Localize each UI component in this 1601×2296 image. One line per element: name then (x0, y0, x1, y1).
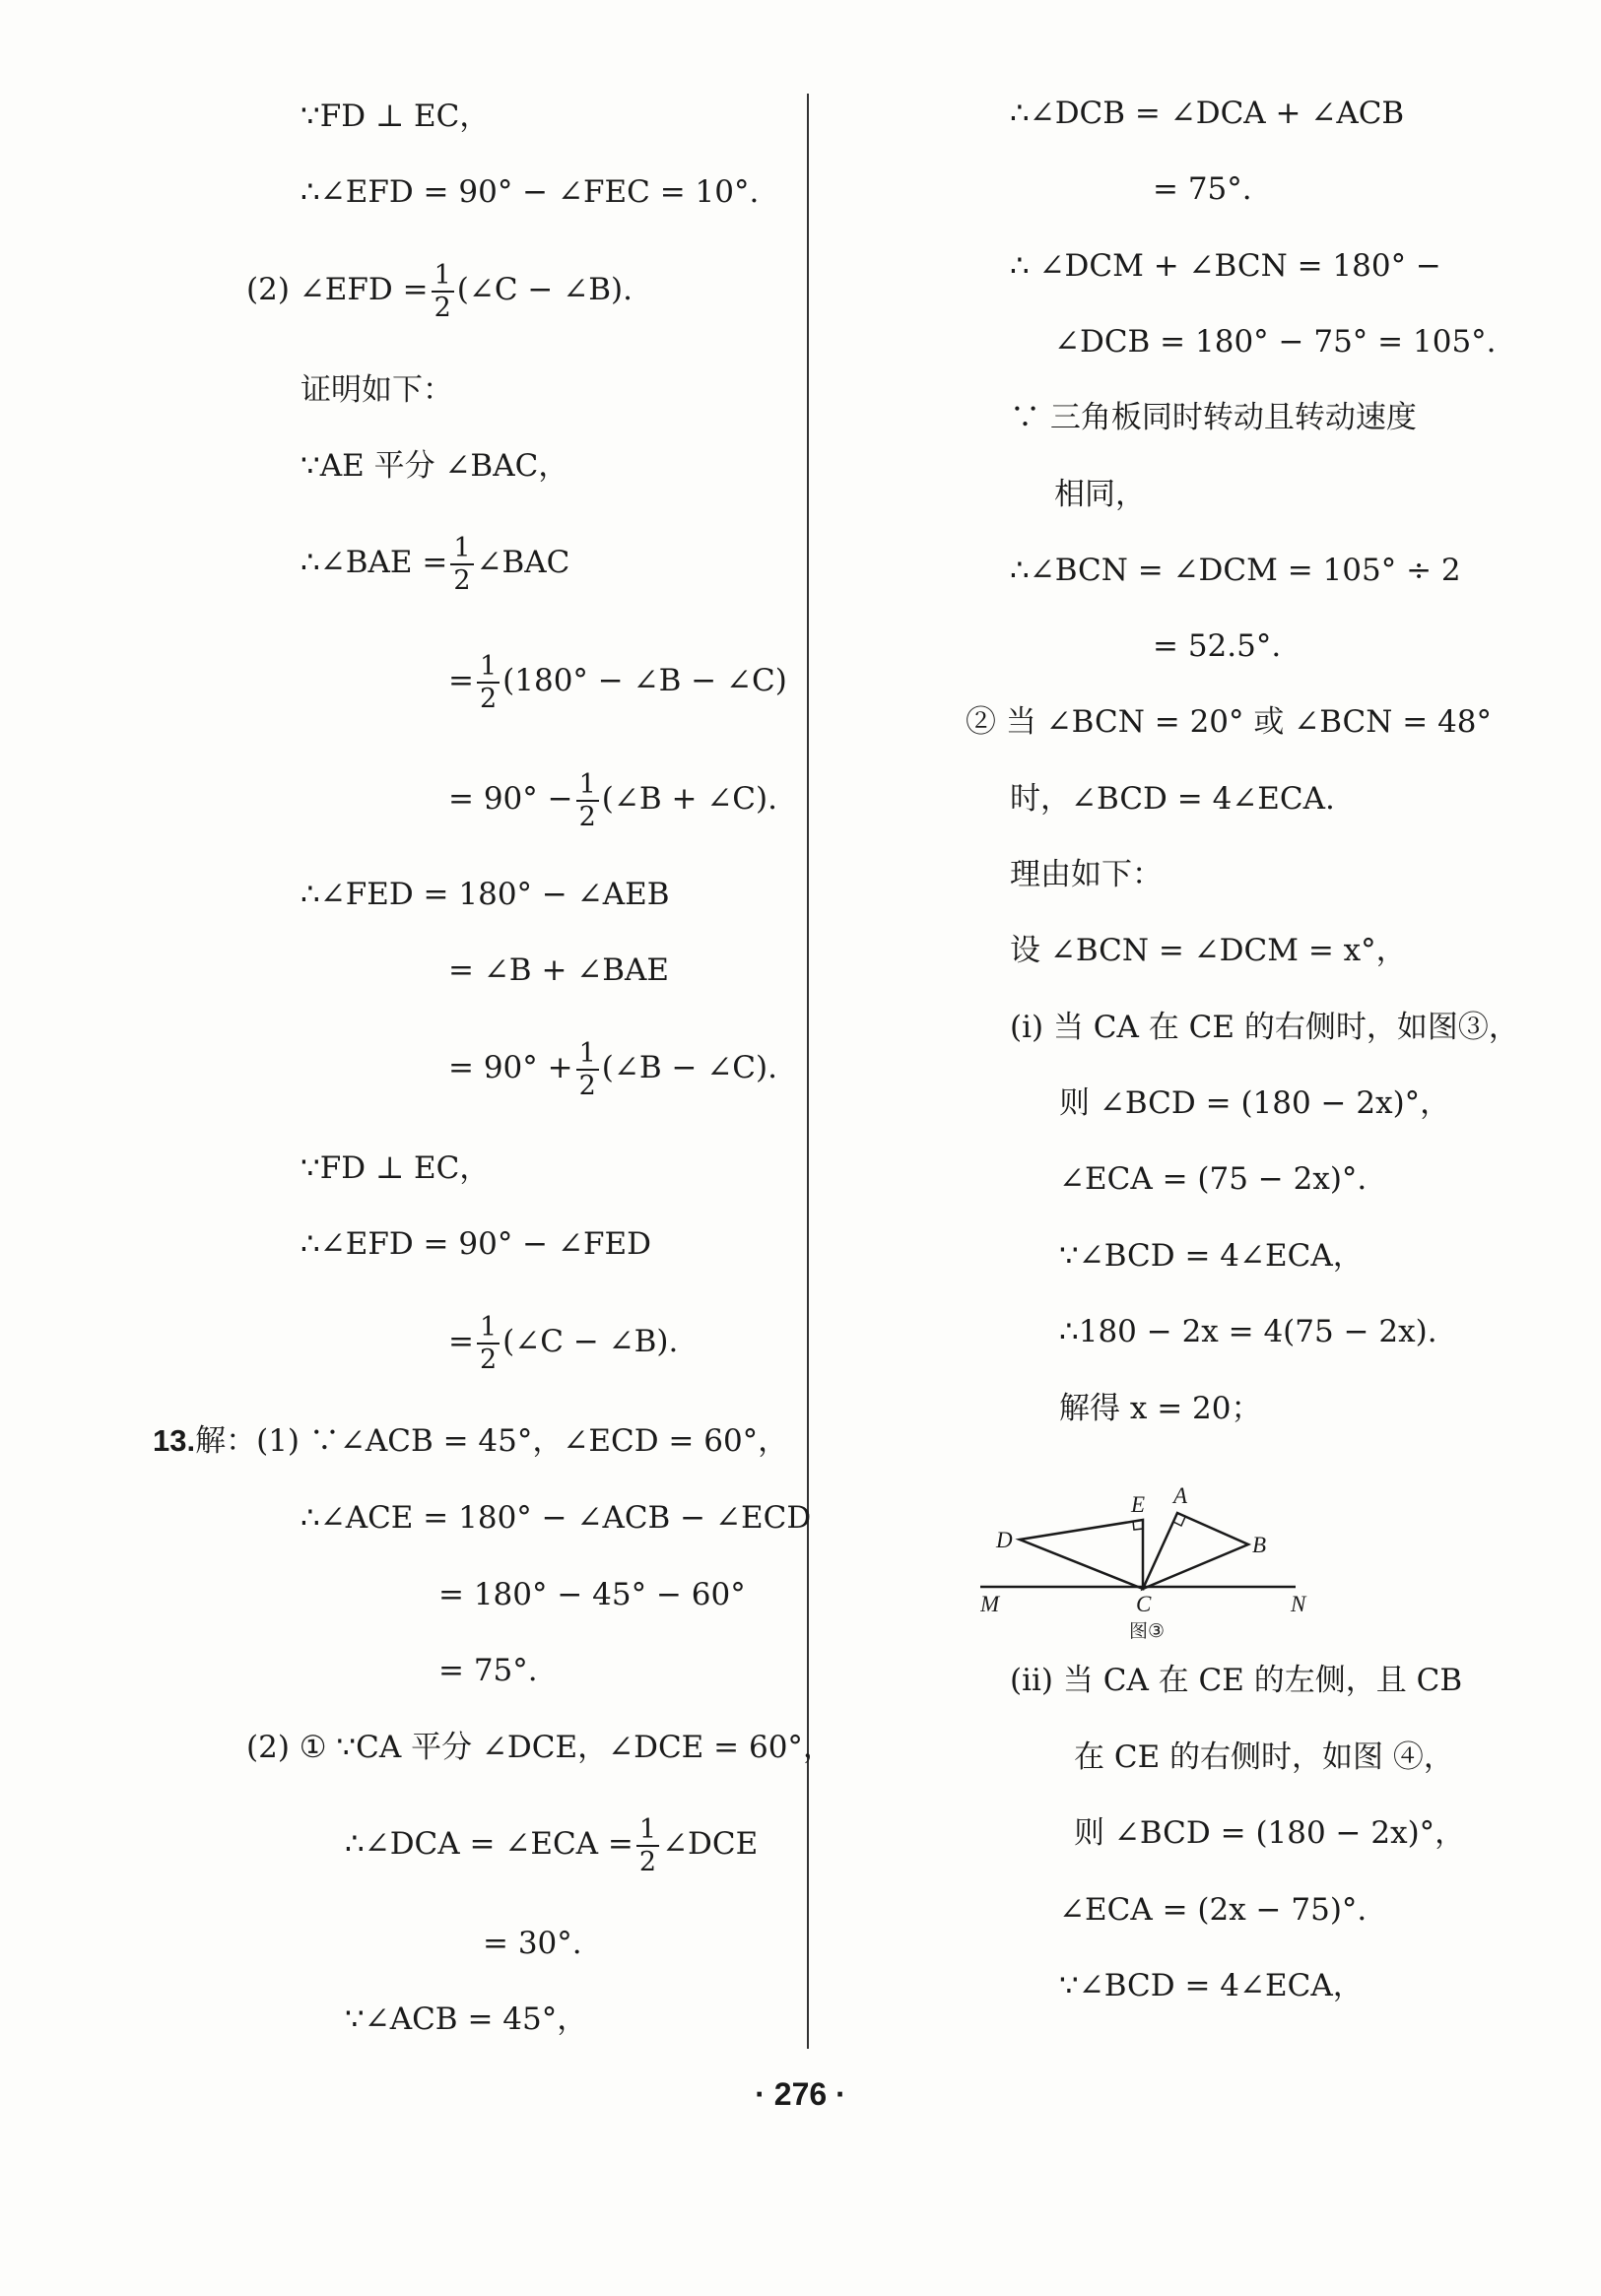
text-segment: (2) ∠EFD = (246, 272, 429, 307)
text-segment: 解：(1) ∵∠ACB = 45°，∠ECD = 60°， (195, 1423, 789, 1459)
right-column (818, 0, 1601, 2068)
fraction-numerator: 1 (432, 260, 454, 293)
text-line: ∵FD ⊥ EC， (300, 1150, 491, 1186)
label-M: M (980, 1592, 1000, 1616)
fraction-numerator: 1 (477, 651, 500, 684)
text-line: ∵ 三角板同时转动且转动速度 (1010, 400, 1417, 435)
fraction-denominator: 2 (638, 1846, 657, 1877)
text-segment: (∠C − ∠B). (502, 1324, 679, 1359)
text-line: 则 ∠BCD = (180 − 2x)°， (1074, 1815, 1466, 1851)
text-segment: ∴∠DCA = ∠ECA = (345, 1826, 634, 1862)
fraction-numerator: 1 (636, 1814, 659, 1847)
label-D: D (996, 1528, 1013, 1552)
text-line: ∴∠ACE = 180° − ∠ACB − ∠ECD (300, 1500, 812, 1536)
text-segment: (∠B + ∠C). (601, 781, 777, 817)
label-B: B (1252, 1533, 1267, 1557)
text-line: (ii) 当 CA 在 CE 的左侧，且 CB (1010, 1663, 1463, 1698)
text-line: = 30°. (483, 1926, 582, 1961)
text-line: ∴∠FED = 180° − ∠AEB (300, 877, 670, 912)
text-line: ② 当 ∠BCN = 20° 或 ∠BCN = 48° (966, 704, 1493, 740)
text-line: ∠ECA = (75 − 2x)°. (1059, 1161, 1368, 1197)
fraction-numerator: 1 (576, 769, 599, 802)
formula-line (448, 1027, 777, 1108)
text-line: ∵∠BCD = 4∠ECA， (1059, 1238, 1364, 1274)
text-segment: = 90° + (448, 1050, 573, 1085)
fraction-numerator: 1 (576, 1038, 599, 1071)
fraction (576, 1038, 599, 1101)
fraction-denominator: 2 (453, 564, 471, 596)
text-line: ∴180 − 2x = 4(75 − 2x). (1059, 1314, 1437, 1349)
text-line: = 75°. (438, 1653, 538, 1688)
text-segment: (∠C − ∠B). (456, 272, 633, 307)
fraction (636, 1814, 659, 1877)
fraction-denominator: 2 (578, 1070, 596, 1101)
left-column (0, 0, 834, 2068)
text-line: ∵∠BCD = 4∠ECA， (1059, 1968, 1364, 2003)
formula-line (448, 640, 787, 721)
text-line: ∵FD ⊥ EC， (300, 98, 491, 134)
triangle-DEC (1020, 1520, 1143, 1589)
formula-line (300, 522, 569, 603)
text-line: = ∠B + ∠BAE (448, 952, 670, 988)
fraction (477, 651, 500, 714)
text-line: = 75°. (1153, 171, 1252, 207)
text-segment: ∴∠BAE = (300, 545, 448, 580)
text-line: (2) ① ∵CA 平分 ∠DCE，∠DCE = 60°， (246, 1730, 834, 1765)
fraction-denominator: 2 (434, 292, 451, 323)
fraction (477, 1312, 500, 1375)
label-N: N (1291, 1592, 1306, 1616)
text-line: ∵∠ACB = 45°， (345, 2001, 588, 2037)
text-line: 相同， (1054, 477, 1146, 512)
text-line: ∴ ∠DCM + ∠BCN = 180° − (1010, 248, 1441, 284)
text-line: 理由如下： (1010, 857, 1163, 892)
text-line: ∴∠DCB = ∠DCA + ∠ACB (1010, 96, 1405, 131)
fraction (432, 260, 454, 323)
text-line: ∠DCB = 180° − 75° = 105°. (1054, 324, 1497, 360)
fraction (576, 769, 599, 832)
formula-line (246, 249, 633, 330)
fraction-numerator: 1 (450, 533, 473, 565)
formula-line (448, 1301, 678, 1382)
text-line: ∴∠BCN = ∠DCM = 105° ÷ 2 (1010, 553, 1461, 588)
text-line: ∴∠EFD = 90° − ∠FED (300, 1226, 651, 1262)
text-segment: (∠B − ∠C). (601, 1050, 777, 1085)
text-segment: = 90° − (448, 781, 573, 817)
text-segment: ∠BAC (476, 545, 570, 580)
text-segment: (180° − ∠B − ∠C) (502, 663, 787, 698)
formula-line (448, 758, 777, 839)
text-line: 时，∠BCD = 4∠ECA. (1010, 781, 1335, 817)
text-line: ∴∠EFD = 90° − ∠FEC = 10°. (300, 174, 760, 210)
text-segment: = (448, 1324, 474, 1359)
text-line: ∠ECA = (2x − 75)°. (1059, 1892, 1368, 1928)
text-line: 在 CE 的右侧时，如图 ④， (1074, 1739, 1454, 1775)
text-line: = 180° − 45° − 60° (438, 1577, 746, 1612)
fraction-denominator: 2 (479, 683, 498, 714)
triangle-ACB (1143, 1513, 1248, 1589)
label-E: E (1131, 1492, 1146, 1517)
text-segment: = (448, 663, 474, 698)
text-line: 设 ∠BCN = ∠DCM = x°， (1010, 933, 1407, 968)
question-13-line (153, 1421, 788, 1461)
question-number: 13. (153, 1423, 196, 1458)
formula-line (345, 1804, 758, 1884)
text-segment: ∠DCE (662, 1826, 759, 1862)
label-C: C (1136, 1592, 1152, 1616)
label-A: A (1173, 1483, 1188, 1508)
text-line: ∵AE 平分 ∠BAC， (300, 448, 569, 484)
fraction-denominator: 2 (578, 801, 596, 832)
figure-caption: 图③ (1129, 1620, 1166, 1642)
fraction-numerator: 1 (477, 1312, 500, 1345)
text-line: 解得 x = 20； (1059, 1391, 1262, 1426)
fraction-denominator: 2 (479, 1344, 498, 1375)
page-number: · 276 · (755, 2076, 846, 2112)
text-line: 证明如下： (300, 372, 453, 408)
fraction (450, 533, 473, 596)
text-line: = 52.5°. (1153, 628, 1282, 664)
text-line: 则 ∠BCD = (180 − 2x)°， (1059, 1085, 1451, 1121)
text-line: (i) 当 CA 在 CE 的右侧时，如图③， (1010, 1010, 1519, 1045)
geometry-figure-3 (980, 1474, 1315, 1656)
